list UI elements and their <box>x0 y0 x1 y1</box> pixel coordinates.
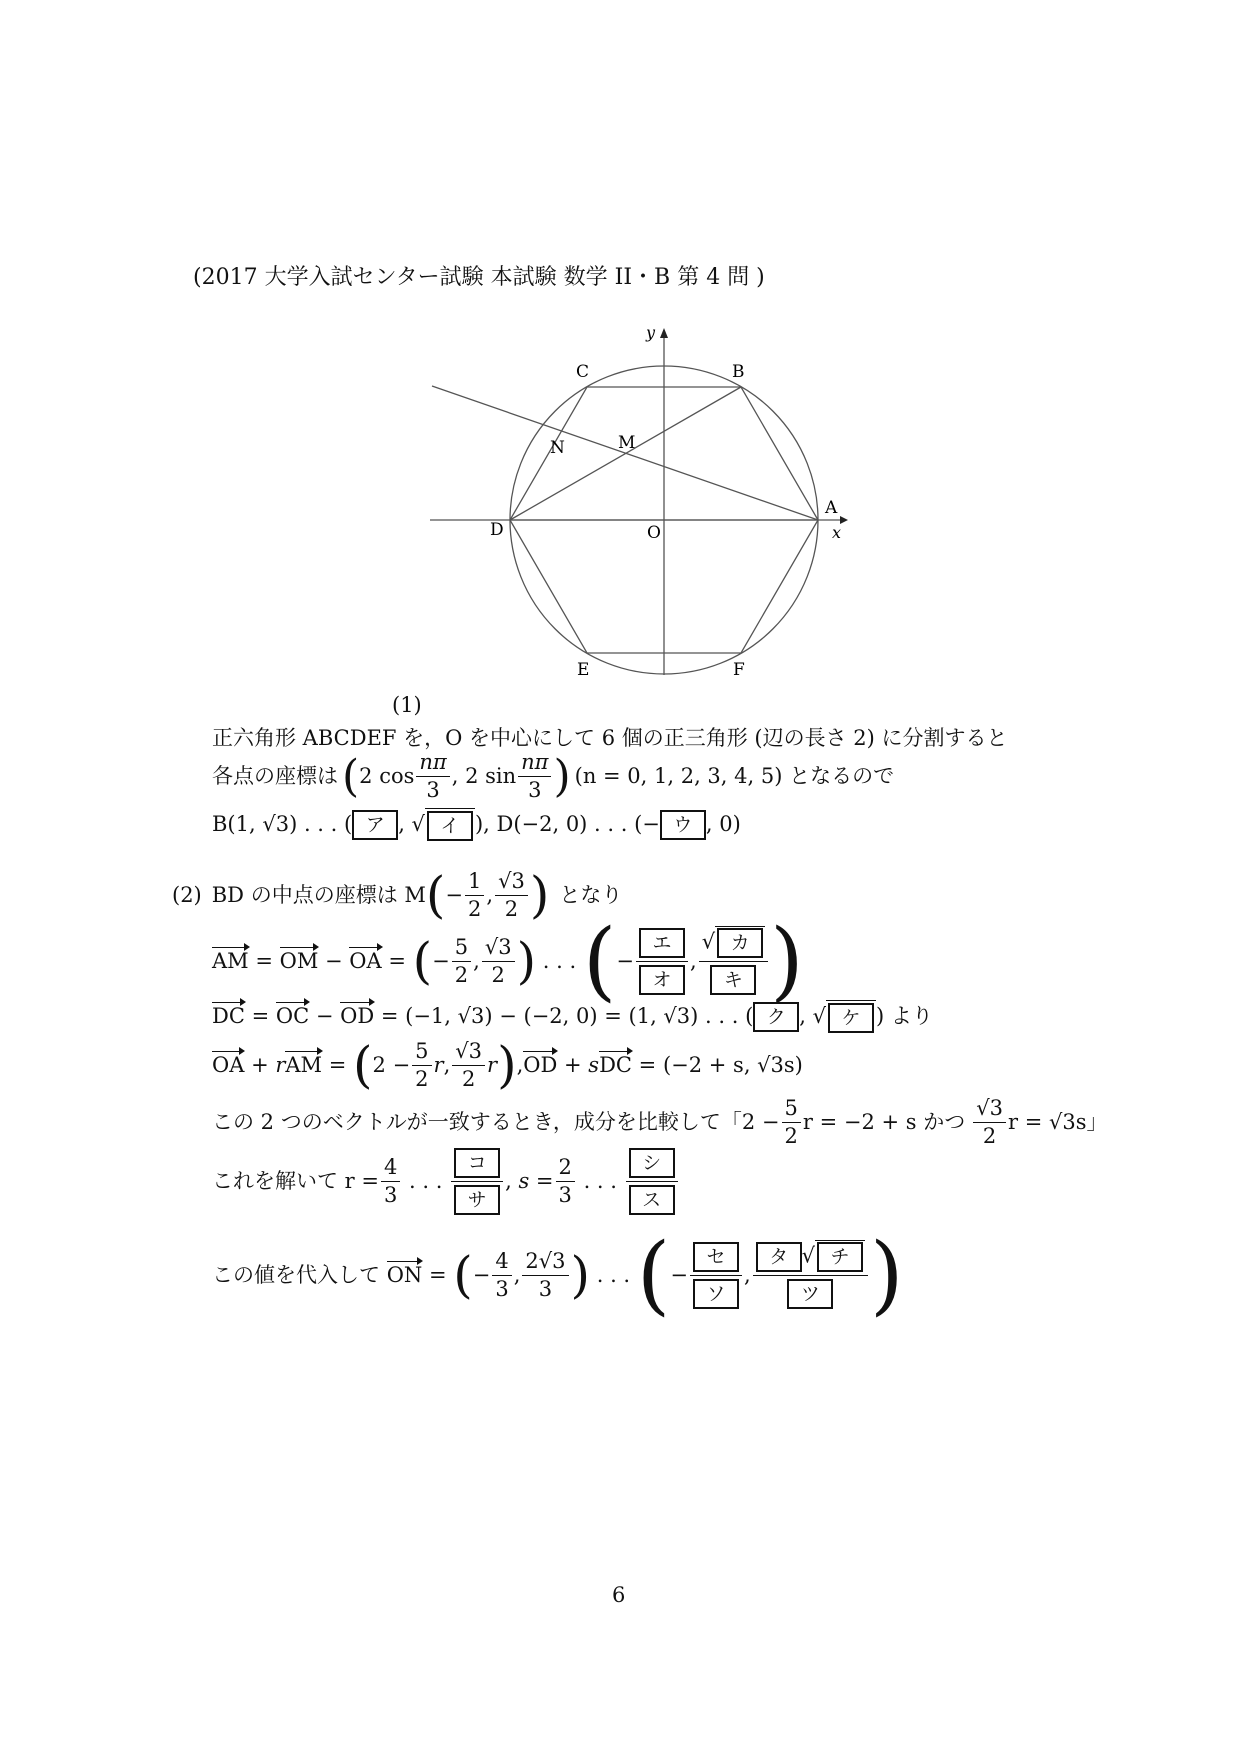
part1-label: (1) <box>392 693 422 717</box>
page-number: 6 <box>612 1583 626 1607</box>
answer-box-ke[interactable]: ケ <box>828 1003 874 1033</box>
answer-box-a[interactable]: ア <box>352 810 398 840</box>
label-M: M <box>618 433 636 453</box>
answer-box-sa[interactable]: サ <box>454 1185 500 1215</box>
answer-box-u[interactable]: ウ <box>660 810 706 840</box>
problem-header: (2017 大学入試センター試験 本試験 数学 II・B 第 4 問 ) <box>193 265 765 290</box>
hexagon-figure <box>420 320 860 710</box>
answer-box-ta[interactable]: タ <box>756 1242 802 1272</box>
part1-line2: 各点の座標は ( 2 cos $\frac{n\pi}{3}$ , 2 sin $\frac{n\pi}{3}$ ) (n = 0, 1, 2, 3, 4, 5) となるので <box>212 750 895 802</box>
answer-box-ki[interactable]: キ <box>710 965 756 995</box>
answer-box-ko[interactable]: コ <box>454 1148 500 1178</box>
answer-box-shi[interactable]: シ <box>629 1148 675 1178</box>
part1-line3: B(1, √3) . . . ( ア , √ イ ), D(−2, 0) . . . (− ウ , 0) <box>212 808 741 841</box>
label-O: O <box>647 523 661 543</box>
answer-box-e[interactable]: エ <box>639 928 685 958</box>
part2-line1: (2) BD の中点の座標は M ( − $\frac{1}{2}$ , $\frac{√3}{2}$ ) となり <box>172 866 623 924</box>
oa-ram-line: OA + r AM = ( 2 − $\frac{5}{2}$ r, $\frac{√3}{2}$ r ) , OD + s DC = (−2 + s, √3s) <box>212 1036 803 1094</box>
label-F: F <box>733 660 745 680</box>
solve-line: これを解いて r = $\frac{4}{3}$ . . . $\frac{\text{コ}}{\text{サ}}$ , s = $\frac{2}{3}$ . . . $\frac{\text{シ}}{\text{ス}}$ <box>212 1148 680 1215</box>
compare-line: この 2 つのベクトルが一致するとき，成分を比較して「2 − $\frac{5}{2}$ r = −2 + s かつ $\frac{√3}{2}$ r = √3s」 <box>212 1096 1108 1148</box>
label-y: y <box>646 323 656 342</box>
substitute-line: この値を代入して ON = ( − $\frac{4}{3}$ , $\frac{2√3}{3}$ ) . . . ( − $\frac{\text{セ}}{\text{ソ}}$ , $\frac{\text{タ √ チ}}{\text{ツ}}$ ) <box>212 1225 904 1325</box>
label-N: N <box>550 438 565 458</box>
answer-box-se[interactable]: セ <box>693 1242 739 1272</box>
label-C: C <box>576 362 590 382</box>
label-A: A <box>825 498 838 518</box>
answer-box-su[interactable]: ス <box>629 1185 675 1215</box>
answer-box-ka[interactable]: カ <box>717 928 763 958</box>
answer-box-so[interactable]: ソ <box>693 1279 739 1309</box>
answer-box-i[interactable]: イ <box>427 811 473 841</box>
answer-box-tsu[interactable]: ツ <box>787 1279 833 1309</box>
dc-line: DC = OC − OD = (−1, √3) − (−2, 0) = (1, √3) . . . ( ク , √ ケ ) より <box>212 1000 933 1033</box>
label-B: B <box>732 362 745 382</box>
answer-box-chi[interactable]: チ <box>817 1242 863 1272</box>
am-line: AM = OM − OA = ( − $\frac{5}{2}$ , $\frac{√3}{2}$ ) . . . ( − $\frac{\text{エ}}{\text{オ}}$ , $\frac{\text{√ カ}}{\text{キ}}$ ) <box>212 911 804 1011</box>
answer-box-o[interactable]: オ <box>639 965 685 995</box>
part2-label: (2) <box>172 882 202 907</box>
part1-line1: 正六角形 ABCDEF を，O を中心にして 6 個の正三角形 (辺の長さ 2) に分割すると <box>212 726 1008 750</box>
label-D: D <box>490 520 504 540</box>
label-x: x <box>832 523 842 542</box>
answer-box-ku[interactable]: ク <box>753 1002 799 1032</box>
label-E: E <box>577 660 590 680</box>
line-am <box>432 386 818 520</box>
